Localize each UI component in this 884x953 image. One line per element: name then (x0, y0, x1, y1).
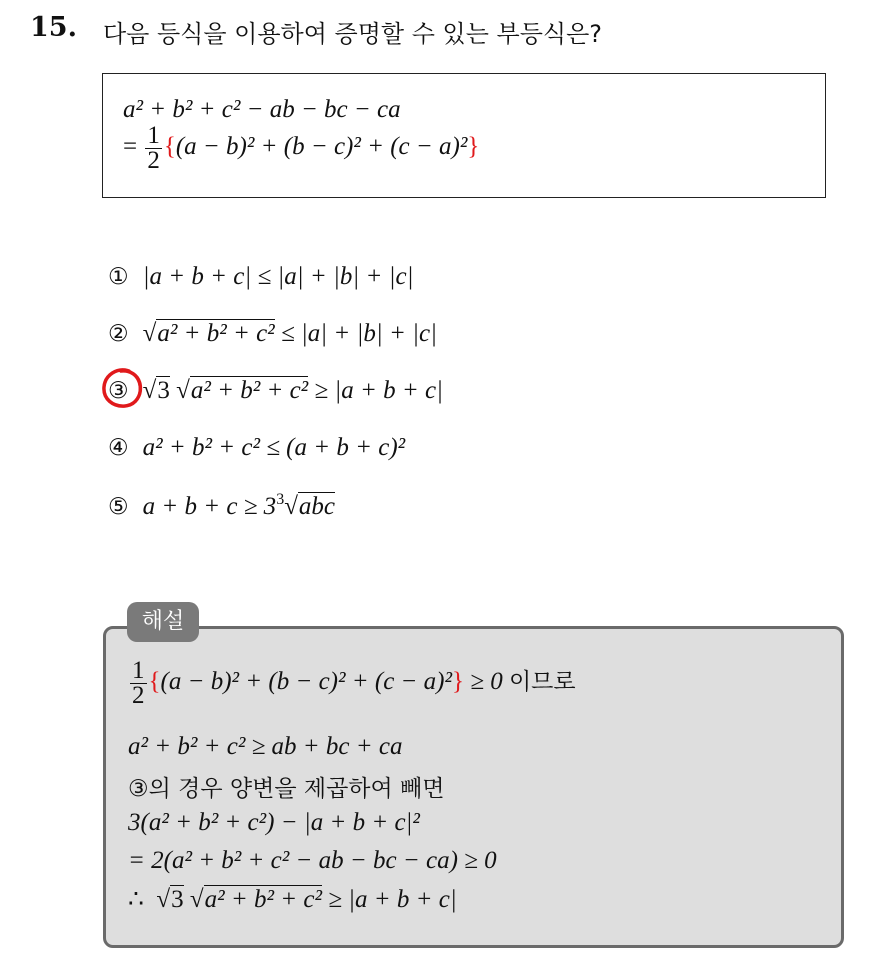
therefore-symbol: ∴ (128, 886, 144, 913)
choice-3-rest: ≥ |a + b + c| (314, 377, 443, 404)
radical-sign-icon: √ (156, 886, 171, 913)
choice-5-number: ⑤ (108, 494, 129, 520)
choice-5-prefix: a + b + c ≥ 3 (142, 493, 277, 520)
choice-3-coef: 3 (157, 377, 170, 404)
solution-fraction-half (130, 659, 147, 708)
radical-sign-icon: √ (176, 377, 190, 404)
choice-3[interactable] (108, 377, 443, 405)
fraction-half (145, 124, 162, 173)
choice-1-number: ① (108, 264, 129, 290)
radical-sign-icon: √ (142, 320, 157, 347)
solution-brace-close: } (451, 668, 464, 696)
solution-line-4: 3(a² + b² + c²) − |a + b + c|² (128, 809, 420, 836)
fraction-numerator: 1 (147, 122, 160, 149)
answer-circle-icon (99, 365, 145, 411)
identity-squares-sum: (a − b)² + (b − c)² + (c − a)² (175, 133, 468, 161)
choice-2-radicand: a² + b² + c² (157, 320, 275, 347)
choice-5-root-index: 3 (276, 491, 285, 508)
solution-radicand: a² + b² + c² (204, 886, 322, 913)
solution-line-5: = 2(a² + b² + c² − ab − bc − ca) ≥ 0 (128, 847, 497, 874)
choice-1-expression: |a + b + c| ≤ |a| + |b| + |c| (142, 263, 414, 290)
solution-brace-open: { (148, 668, 161, 696)
solution-line-3: ③의 경우 양변을 제곱하여 빼면 (128, 776, 445, 802)
radical-sign-icon: √ (189, 886, 204, 913)
solution-sqrt-coef (156, 886, 183, 914)
choice-3-sqrt (176, 377, 308, 405)
choice-3-number: ③ (108, 378, 129, 404)
choice-2-rest: ≤ |a| + |b| + |c| (280, 320, 437, 347)
question-text: 다음 등식을 이용하여 증명할 수 있는 부등식은? (103, 20, 603, 48)
fraction-denominator: 2 (147, 147, 160, 174)
solution-korean-therefore: 이므로 (508, 669, 576, 696)
radical-sign-icon: √ (284, 493, 298, 520)
choice-2[interactable] (108, 320, 437, 348)
choice-5-sqrt (284, 493, 335, 521)
choice-4[interactable] (108, 434, 405, 462)
choice-1[interactable] (108, 263, 414, 291)
solution-line-2: a² + b² + c² ≥ ab + bc + ca (128, 733, 403, 760)
identity-line-2 (123, 124, 479, 173)
choice-4-expression: a² + b² + c² ≤ (a + b + c)² (142, 434, 406, 461)
choice-3-sqrt-coef (143, 377, 170, 405)
choice-2-number: ② (108, 321, 129, 347)
choice-4-number: ④ (108, 435, 129, 461)
solution-geq-zero: ≥ 0 (470, 668, 503, 696)
solution-coef: 3 (171, 886, 184, 913)
solution-line-6 (128, 884, 457, 914)
choice-5-radicand: abc (298, 493, 336, 520)
radical-sign-icon: √ (142, 377, 157, 404)
solution-tab-label: 해설 (127, 602, 199, 642)
question-number: 15. (30, 12, 77, 43)
solution-final-rest: ≥ |a + b + c| (328, 886, 457, 913)
solution-fraction-denominator: 2 (132, 682, 145, 709)
solution-sqrt (190, 886, 322, 914)
brace-close: } (467, 133, 480, 161)
identity-line-1: a² + b² + c² − ab − bc − ca (123, 96, 401, 123)
solution-fraction-numerator: 1 (132, 657, 145, 684)
choice-5[interactable] (108, 491, 335, 521)
given-identity-box (102, 73, 826, 198)
brace-open: { (163, 133, 176, 161)
equals-sign: = (123, 133, 138, 161)
choice-3-radicand: a² + b² + c² (190, 377, 309, 404)
choice-2-sqrt (143, 320, 275, 348)
solution-line-1 (128, 659, 576, 708)
solution-panel (103, 626, 844, 948)
solution-squares-sum: (a − b)² + (b − c)² + (c − a)² (160, 668, 452, 696)
